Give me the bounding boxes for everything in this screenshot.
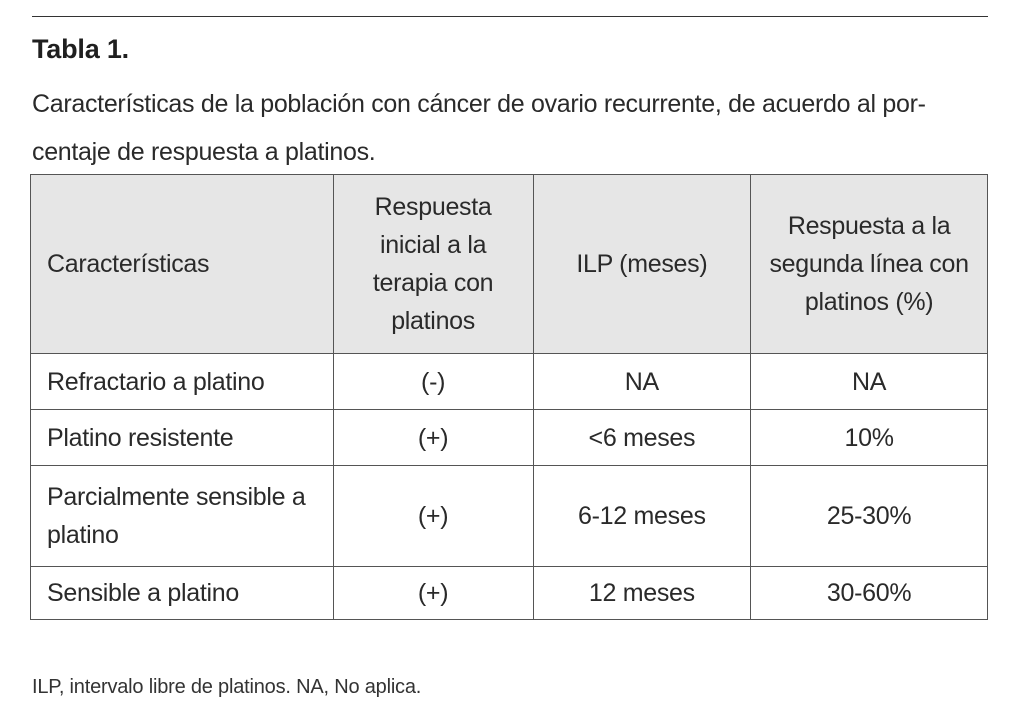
cell-respuesta-segunda: 10% — [751, 410, 988, 466]
header-ilp: ILP (meses) — [533, 175, 751, 354]
table-row — [31, 466, 988, 567]
cell-ilp: 12 meses — [533, 567, 751, 620]
header-respuesta-segunda-linea: Respuesta a la segunda línea con platinos (%) — [751, 175, 988, 354]
header-respuesta-inicial: Respuesta inicial a la terapia con platinos — [333, 175, 533, 354]
header-caracteristicas: Características — [31, 175, 334, 354]
table-footnote: ILP, intervalo libre de platinos. NA, No aplica. — [32, 676, 422, 698]
table-description: Características de la población con cáncer de ovario recurrente, de acuerdo al por- centaje de respuesta a platinos. — [32, 90, 926, 166]
data-table — [30, 174, 988, 620]
cell-ilp: NA — [533, 354, 751, 410]
cell-respuesta-inicial: (-) — [333, 354, 533, 410]
cell-respuesta-inicial: (+) — [333, 567, 533, 620]
table-row — [31, 354, 988, 410]
top-rule — [32, 16, 988, 17]
header-row — [31, 175, 988, 354]
table-row — [31, 410, 988, 466]
cell-caracteristica: Platino resistente — [31, 410, 334, 466]
cell-ilp: <6 meses — [533, 410, 751, 466]
table-title: Tabla 1. — [32, 34, 129, 64]
table-row — [31, 567, 988, 620]
cell-respuesta-segunda: 25-30% — [751, 466, 988, 567]
cell-respuesta-inicial: (+) — [333, 466, 533, 567]
cell-respuesta-segunda: NA — [751, 354, 988, 410]
cell-ilp: 6-12 meses — [533, 466, 751, 567]
cell-respuesta-inicial: (+) — [333, 410, 533, 466]
cell-respuesta-segunda: 30-60% — [751, 567, 988, 620]
cell-caracteristica: Sensible a platino — [31, 567, 334, 620]
cell-caracteristica: Parcialmente sensible a platino — [31, 466, 334, 567]
cell-caracteristica: Refractario a platino — [31, 354, 334, 410]
